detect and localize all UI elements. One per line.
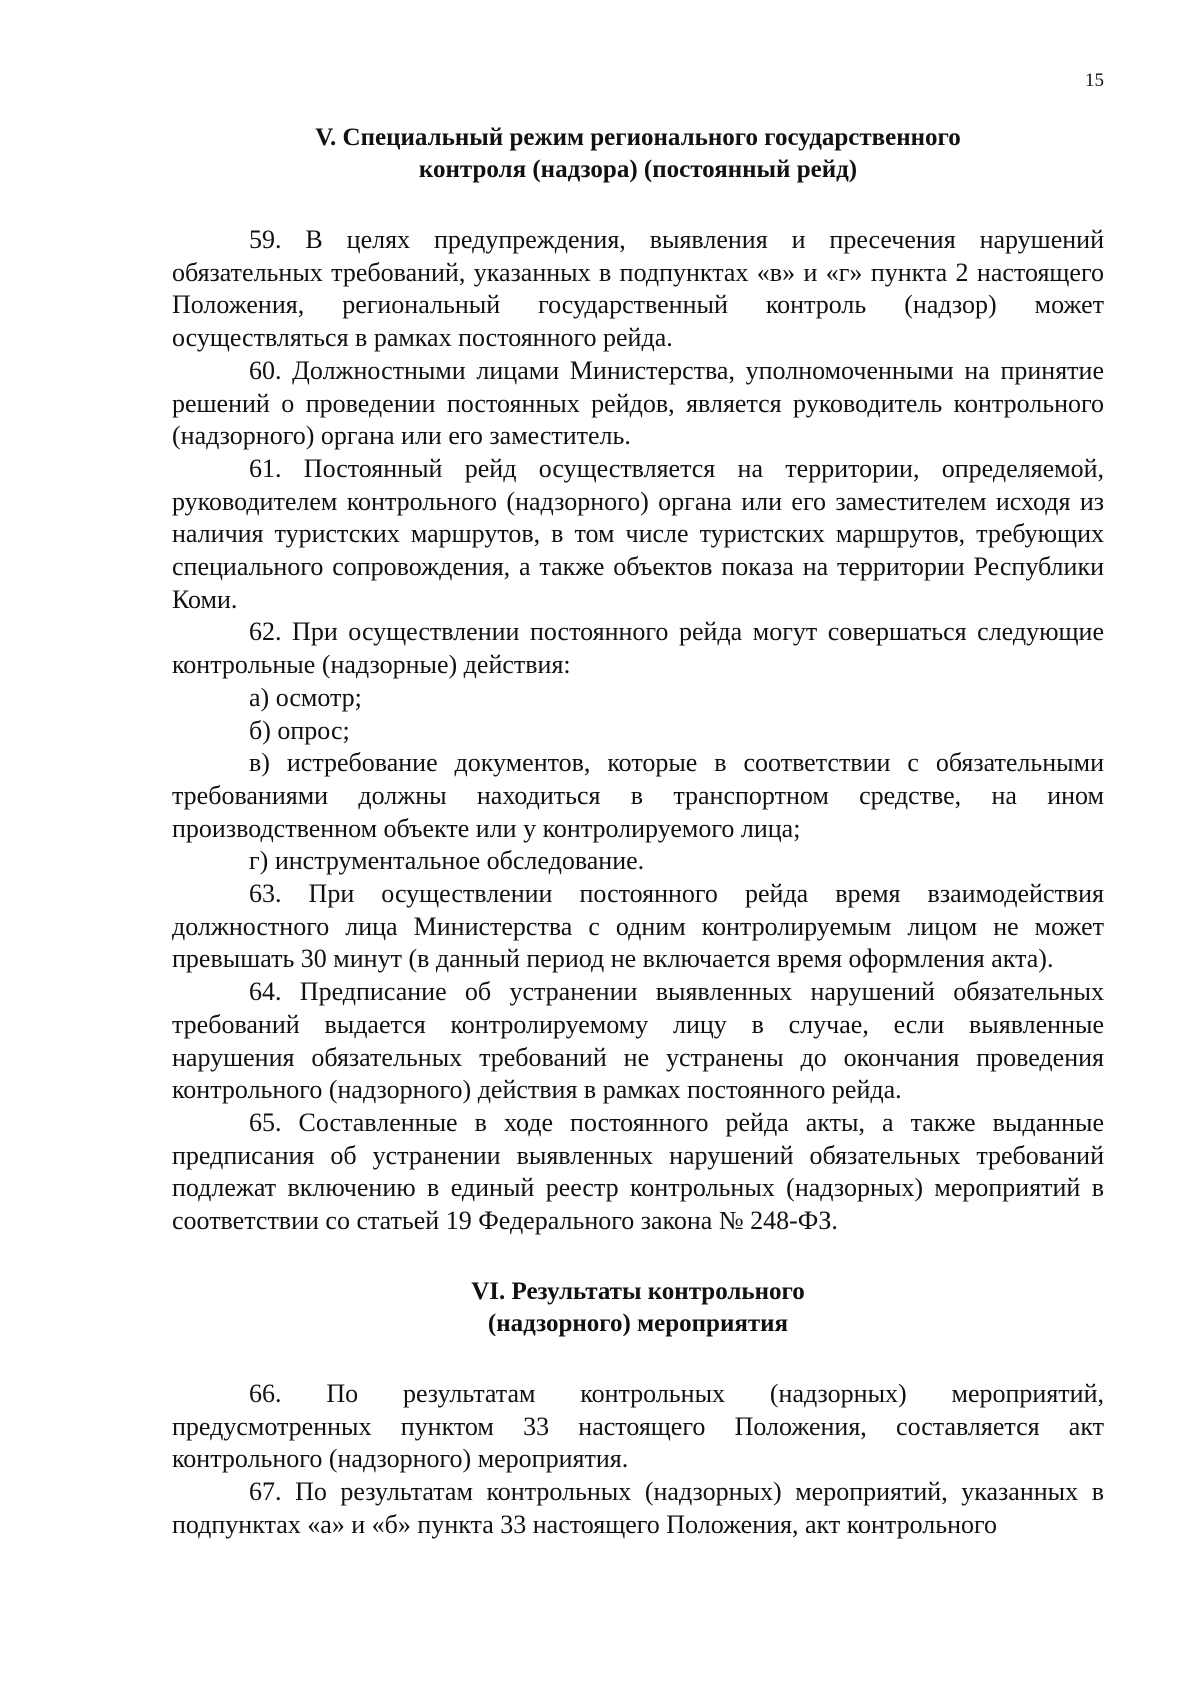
- section-heading-5-line1: V. Специальный режим регионального государственного: [315, 124, 961, 151]
- paragraph-67: 67. По результатам контрольных (надзорных) мероприятий, указанных в подпунктах «а» и «б» пункта 33 настоящего Положения, акт контрольного: [172, 1476, 1104, 1539]
- paragraph-61: 61. Постоянный рейд осуществляется на территории, определяемой, руководителем контрольного (надзорного) органа или его заместителем исходя из наличия туристских маршрутов, в том числе туристских маршрутов, требующих специального сопровождения, а также объектов показа на территории Республики Коми.: [172, 453, 1104, 614]
- list-item-v: в) истребование документов, которые в соответствии с обязательными требованиями должны находиться в транспортном средстве, на ином производственном объекте или у контролируемого лица;: [172, 748, 1104, 843]
- section-heading-6: [172, 1276, 1104, 1340]
- paragraph-64: 64. Предписание об устранении выявленных нарушений обязательных требований выдается контролируемому лицу в случае, если выявленные нарушения обязательных требований не устранены до окончания проведения контрольного (надзорного) действия в рамках постоянного рейда.: [172, 977, 1104, 1105]
- section-heading-5: [172, 122, 1104, 186]
- document-body: [172, 122, 1104, 1541]
- section-heading-6-line2: (надзорного) мероприятия: [487, 1309, 789, 1337]
- paragraph-60: 60. Должностными лицами Министерства, уполномоченными на принятие решений о проведении постоянных рейдов, является руководитель контрольного (надзорного) органа или его заместитель.: [172, 355, 1104, 451]
- section-heading-6-line1: VI. Результаты контрольного: [471, 1277, 805, 1305]
- paragraph-59: 59. В целях предупреждения, выявления и пресечения нарушений обязательных требований, указанных в подпунктах «в» и «г» пункта 2 настоящего Положения, региональный государственный контроль (надзор) может осуществляться в рамках постоянного рейда.: [172, 225, 1104, 353]
- paragraph-62: 62. При осуществлении постоянного рейда могут совершаться следующие контрольные (надзорные) действия:: [172, 617, 1104, 680]
- list-item-b: б) опрос;: [249, 715, 350, 745]
- page-number: 15: [1085, 70, 1104, 91]
- paragraph-65: 65. Составленные в ходе постоянного рейда акты, а также выданные предписания об устранении выявленных нарушений обязательных требований подлежат включению в единый реестр контрольных (надзорных) мероприятий в соответствии со статьей 19 Федерального закона № 248-ФЗ.: [172, 1107, 1104, 1236]
- list-item-g: г) инструментальное обследование.: [249, 846, 645, 876]
- list-item-a: а) осмотр;: [249, 682, 362, 712]
- section-heading-5-line2: контроля (надзора) (постоянный рейд): [418, 156, 858, 183]
- paragraph-63: 63. При осуществлении постоянного рейда время взаимодействия должностного лица Министерства с одним контролируемым лицом не может превышать 30 минут (в данный период не включается время оформления акта).: [172, 879, 1104, 974]
- paragraph-66: 66. По результатам контрольных (надзорных) мероприятий, предусмотренных пунктом 33 настоящего Положения, составляется акт контрольного (надзорного) мероприятия.: [172, 1378, 1104, 1474]
